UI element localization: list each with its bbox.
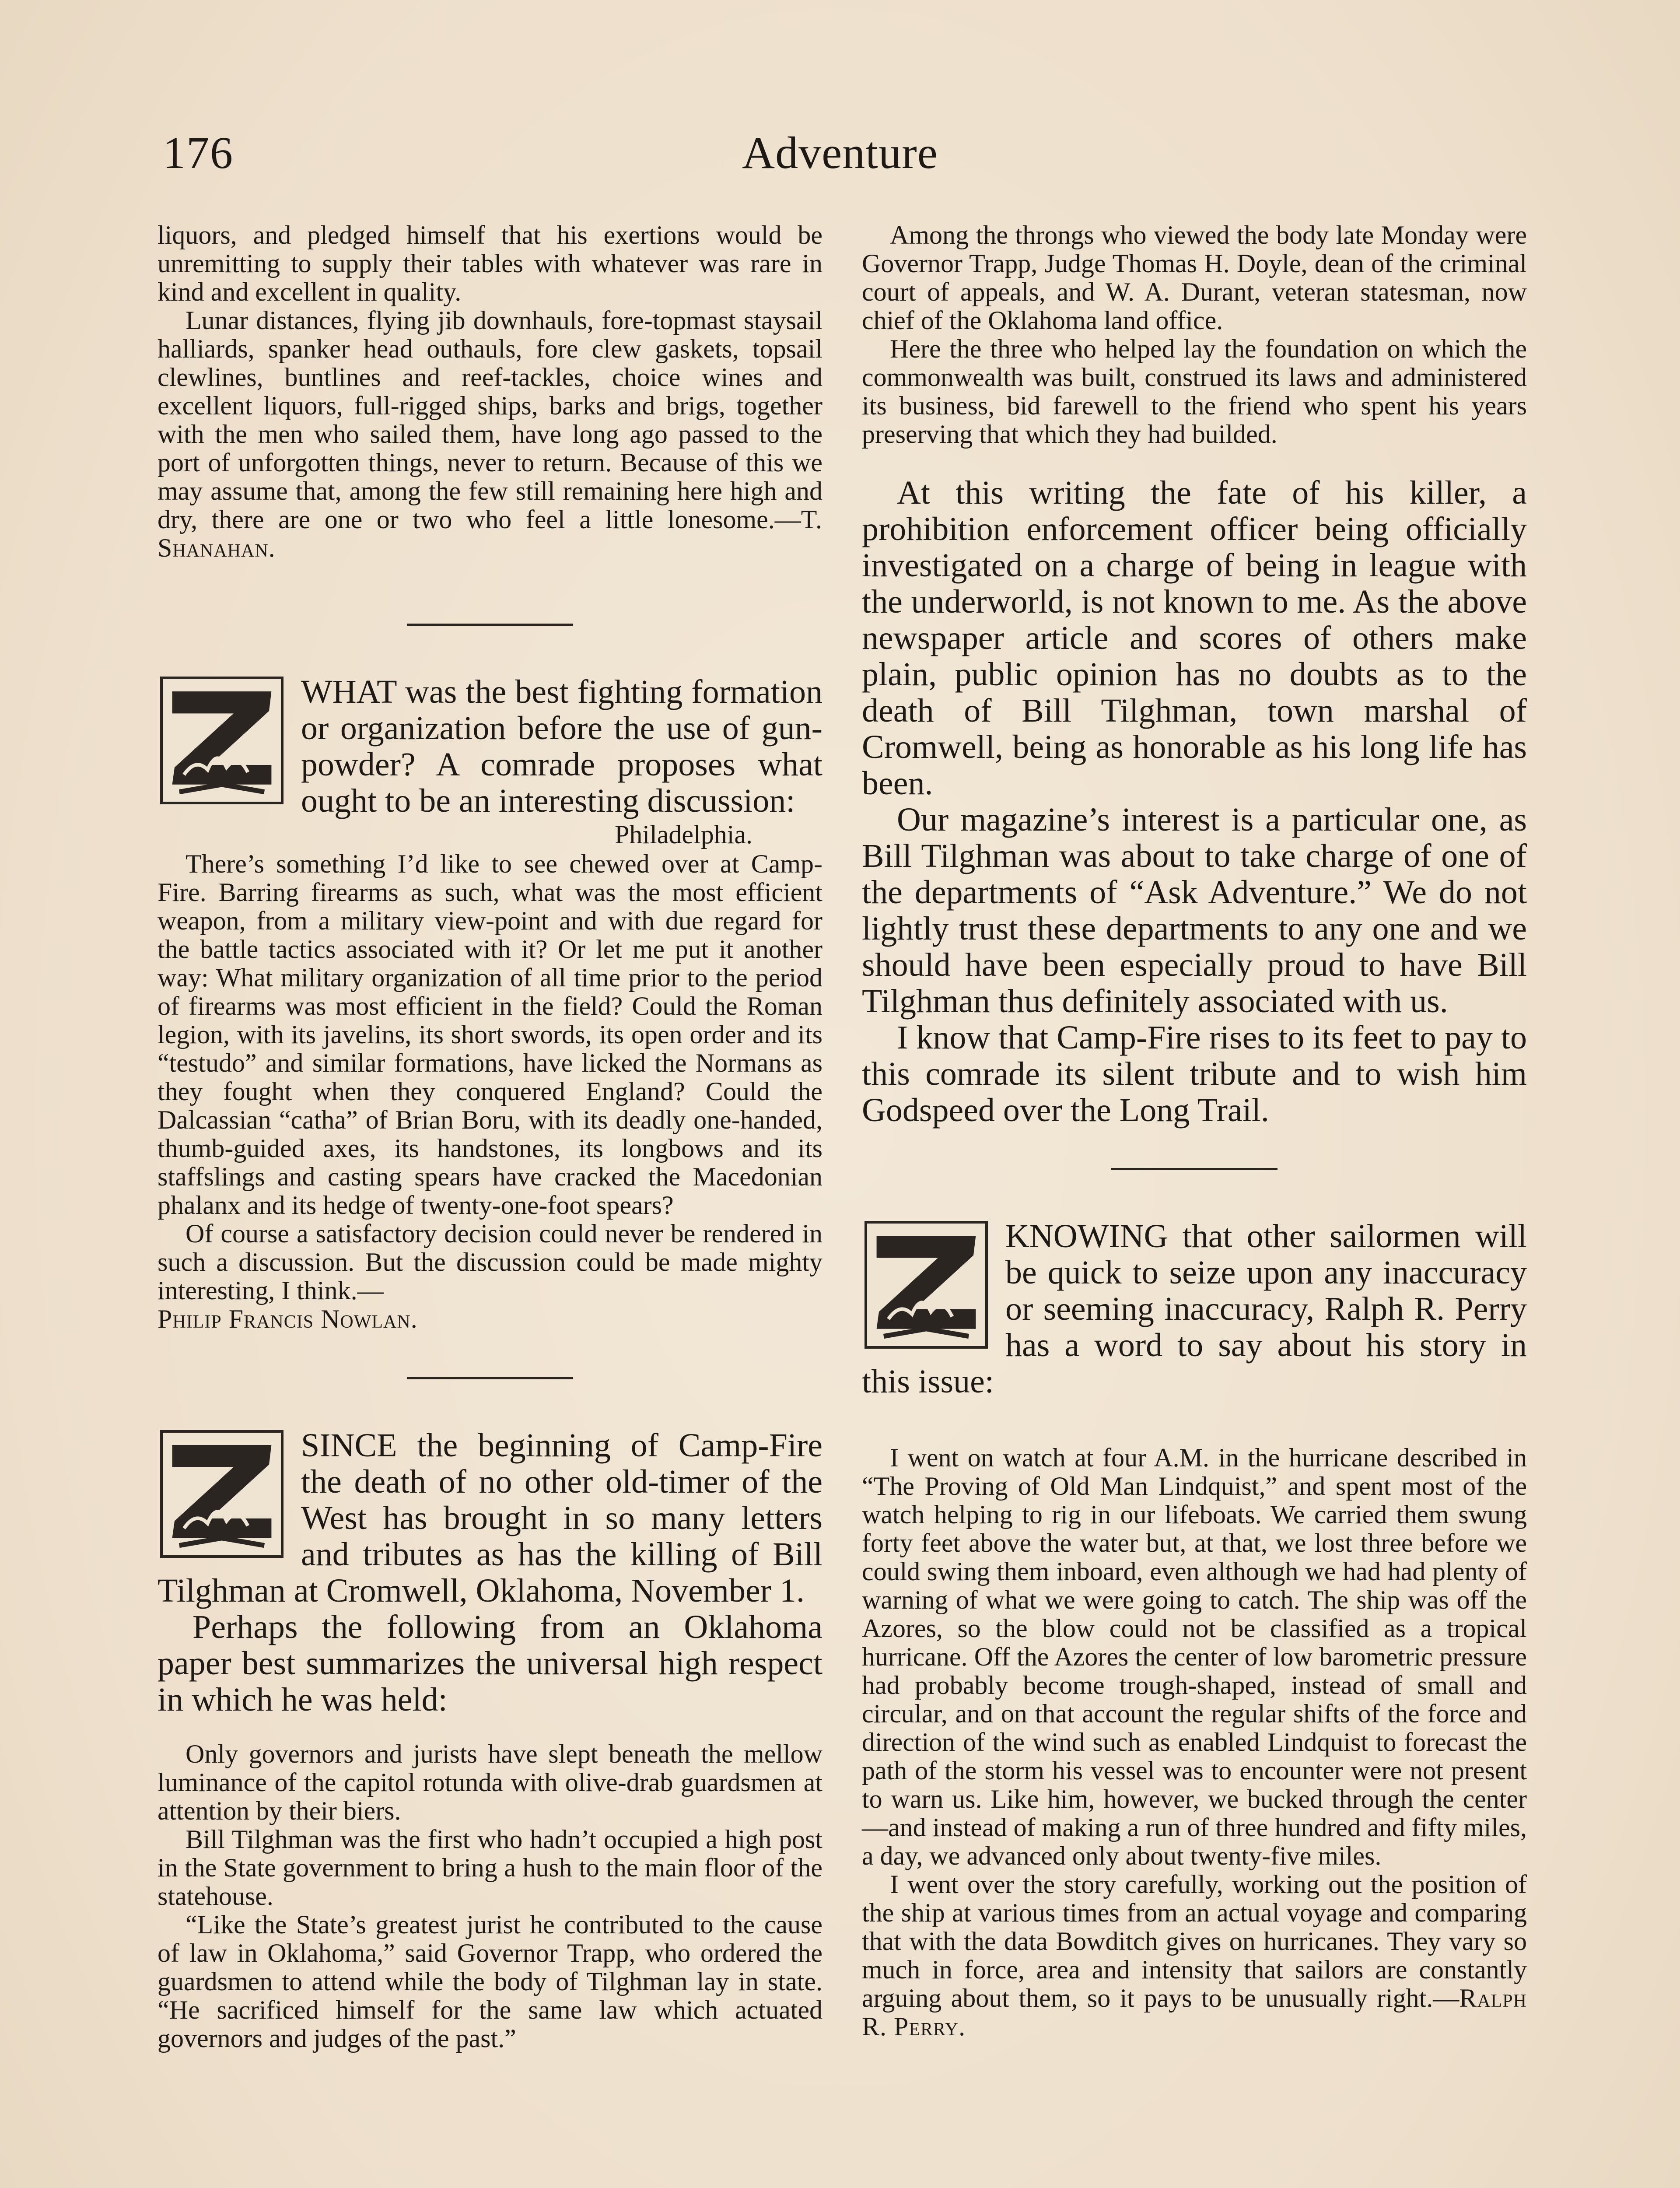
paragraph: Only governors and jurists have slept beneath the mellow luminance of the capitol rotunda with olive-drab guardsmen at attention by their biers. [158,1739,822,1825]
paragraph: Lunar distances, flying jib downhauls, fore-topmast staysail halliards, spanker head outhauls, fore clew gaskets, topsail clewlines, buntlines and reef-tackles, choice wines and excellent liquors, full-rigged ships, barks and brigs, together with the men who sailed them, have long ago passed to the port of unforgotten things, never to return. Because of this we may assume that, among the few still remaining here high and dry, there are one or two who feel a little lonesome.—T. Shanahan. [158,306,822,562]
right-column [862,221,1527,2041]
newspaper-quote [158,1740,822,2053]
letter-nowlan [158,850,822,1333]
paragraph: Bill Tilghman was the first who hadn’t occupied a high post in the State government to bring a hush to the main floor of the statehouse. [158,1825,822,1911]
paragraph: I know that Camp-Fire rises to its feet to pay to this comrade its silent tribute and to wish him Godspeed over the Long Trail. [862,1019,1527,1129]
section-tilghman [158,1427,822,1609]
letter-shanahan [158,221,822,562]
newspaper-quote-cont [862,221,1527,449]
paragraph: “Like the State’s greatest jurist he contributed to the cause of law in Oklahoma,” said Governor Trapp, who ordered the guardsmen to attend while the body of Tilghman lay in state. “He sacrificed himself for the same law which actuated governors and judges of the past.” [158,1910,822,2053]
signature: Philip Francis Nowlan. [158,1304,418,1333]
magazine-title: Adventure [742,128,938,178]
letter-perry [862,1444,1527,2041]
editorial-comment [862,475,1527,1129]
paragraph: Of course a satisfactory decision could never be rendered in such a discussion. But the discussion could be made mighty interesting, I think.— Philip Francis Nowlan. [158,1219,822,1333]
signature: T. Shanahan. [158,505,822,562]
letter-place: Philadelphia. [615,820,752,849]
left-column [158,221,822,2053]
section-fighting-formation [158,674,822,819]
paragraph: Among the throngs who viewed the body late Monday were Governor Trapp, Judge Thomas H. Doyle, dean of the criminal court of appeals, and W. A. Durant, veteran statesman, now chief of the Oklahoma land office. [862,221,1527,335]
campfire-initial-icon [864,1221,988,1349]
paragraph: liquors, and pledged himself that his exertions would be unremitting to supply their tables with whatever was rare in kind and excellent in quality. [158,221,822,306]
paragraph: Our magazine’s interest is a particular one, as Bill Tilghman was about to take charge of one of the departments of “Ask Adventure.” We do not lightly trust these departments to any one and we should have been especially proud to have Bill Tilghman thus definitely associated with us. [862,801,1527,1020]
paragraph: Here the three who helped lay the foundation on which the commonwealth was built, construed its laws and administered its business, bid farewell to the friend who spent his years preserving that which they had builded. [862,334,1527,449]
section-tilghman-cont [158,1609,822,1718]
paragraph: Perhaps the following from an Oklahoma paper best summarizes the universal high respect in which he was held: [158,1609,822,1718]
signature: Ralph R. Perry. [862,1984,1527,2041]
campfire-initial-icon [160,1430,284,1558]
paragraph: I went over the story carefully, working out the position of the ship at various times from an actual voyage and comparing that with the data Bowditch gives on hurricanes. They vary so much in force, area and intensity that sailors are constantly arguing about them, so it pays to be unusually right.—Ralph R. Perry. [862,1870,1527,2041]
campfire-initial-icon [160,677,284,804]
paragraph: There’s something I’d like to see chewed over at Camp-Fire. Barring firearms as such, what was the most efficient weapon, from a military view-point and with due regard for the battle tactics associated with it? Or let me put it another way: What military organization of all time prior to the period of firearms was most efficient in the field? Could the Roman legion, with its javelins, its short swords, its open order and its “testudo” and similar formations, have licked the Normans as they fought when they conquered England? Could the Dalcassian “catha” of Brian Boru, with its deadly one-handed, thumb-guided axes, its handstones, its longbows and its staffslings and casting spears have cracked the Macedonian phalanx and its hedge of twenty-one-foot spears? [158,849,822,1220]
section-intro: WHAT was the best fighting formation or organization before the use of gun-powder? A comrade proposes what ought to be an interesting discussion: [301,674,822,819]
section-intro: KNOWING that other sailormen will be quick to seize upon any inaccuracy or seeming inaccuracy, Ralph R. Perry has a word to say about his story in this issue: [862,1218,1527,1400]
section-intro: SINCE the beginning of Camp-Fire the death of no other old-timer of the West has brought in so many letters and tributes as has the killing of Bill Tilghman at Cromwell, Oklahoma, November 1. [158,1427,822,1609]
page-number: 176 [163,128,234,178]
section-perry [862,1218,1527,1400]
paragraph: At this writing the fate of his killer, a prohibition enforcement officer being officially investigated on a charge of being in league with the underworld, is not known to me. As the above newspaper article and scores of others make plain, public opinion has no doubts as to the death of Bill Tilghman, town marshal of Cromwell, being as honorable as his long life has been. [862,474,1527,802]
paragraph: I went on watch at four A.M. in the hurricane described in “The Proving of Old Man Lindquist,” and spent most of the watch helping to rig in our lifeboats. We carried them swung forty feet above the water but, at that, we lost three before we could swing them inboard, even although we had had plenty of warning of what we were going to catch. The ship was off the Azores, so the blow could not be classified as a tropical hurricane. Off the Azores the center of low barometric pressure had probably become trough-shaped, instead of small and circular, and on that account the regular shifts of the force and direction of the wind such as enabled Lindquist to forecast the path of the storm his vessel was to encounter were not present to warn us. Like him, however, we bucked through the center —and instead of making a run of three hundred and fifty miles, a day, we advanced only about twenty-five miles. [862,1443,1527,1870]
